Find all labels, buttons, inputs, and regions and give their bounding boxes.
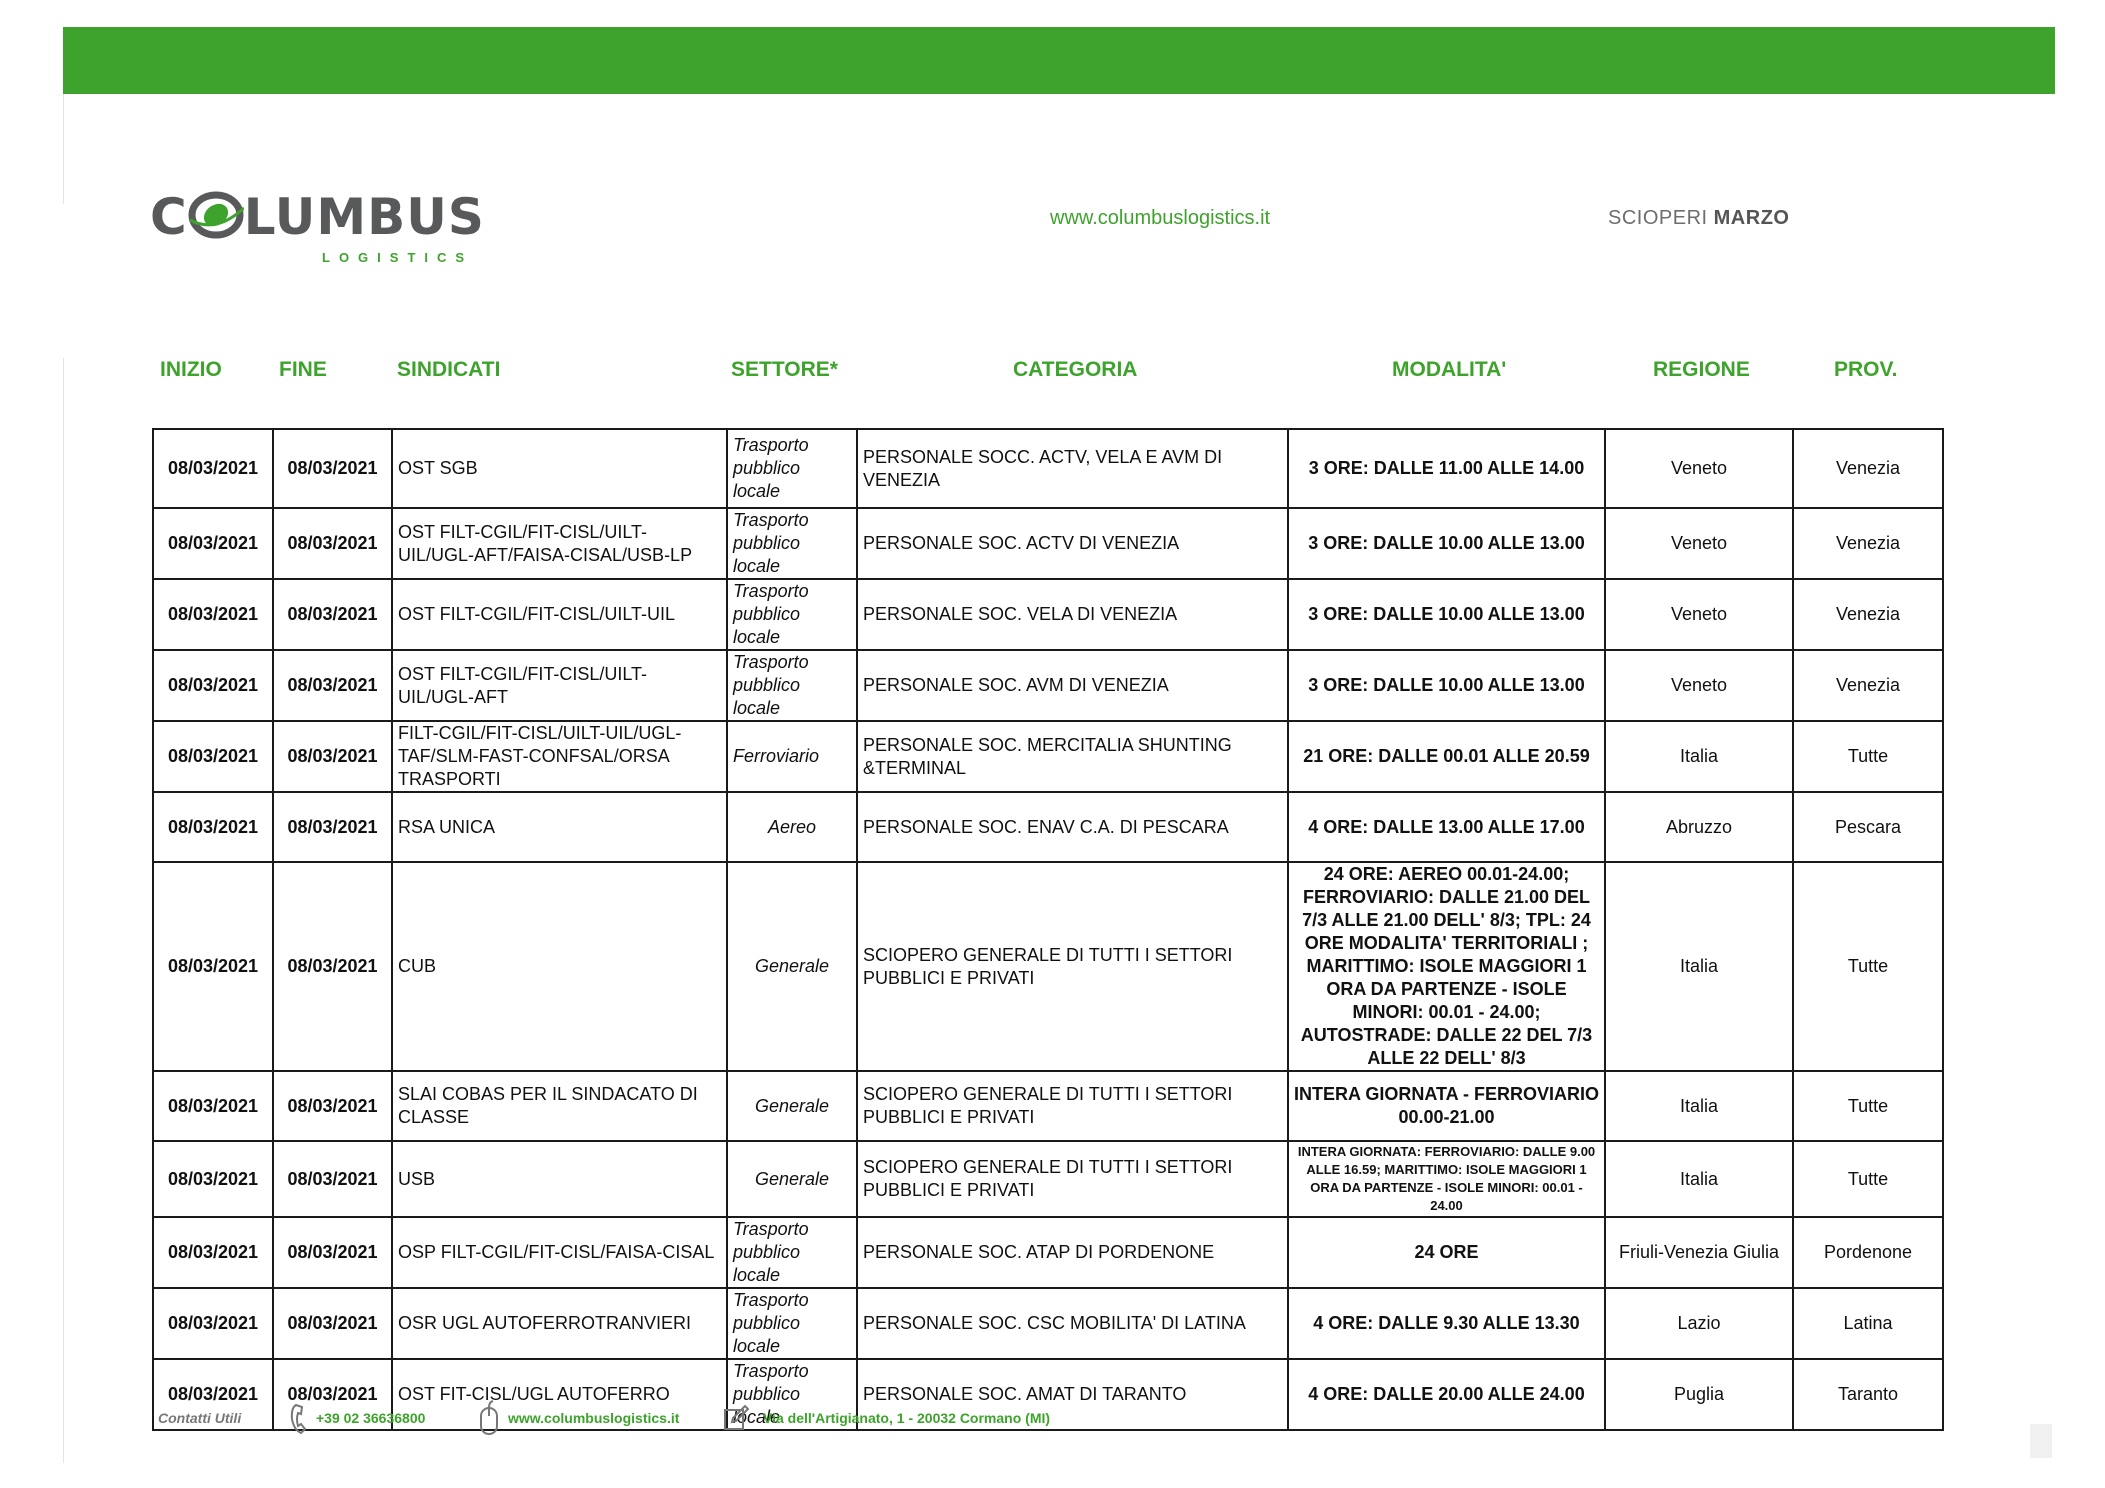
title-month: MARZO	[1713, 207, 1790, 229]
table-row	[153, 721, 1943, 792]
column-header-inizio: INIZIO	[160, 358, 222, 381]
cell-inizio: 08/03/2021	[153, 1288, 273, 1359]
cell-settore: Trasporto pubblico locale	[727, 1359, 857, 1430]
cell-fine: 08/03/2021	[273, 429, 392, 508]
cell-sindacati: OSR UGL AUTOFERROTRANVIERI	[392, 1288, 727, 1359]
table-row	[153, 650, 1943, 721]
left-edge-line-lower	[63, 358, 64, 1463]
cell-categoria: PERSONALE SOCC. ACTV, VELA E AVM DI VENEZIA	[857, 429, 1288, 508]
cell-settore: Generale	[727, 862, 857, 1071]
logo-wordmark: C LUMBUS	[150, 188, 485, 246]
cell-sindacati: USB	[392, 1141, 727, 1217]
cell-fine: 08/03/2021	[273, 1359, 392, 1430]
cell-fine: 08/03/2021	[273, 1288, 392, 1359]
cell-modalita: 24 ORE	[1288, 1217, 1605, 1288]
cell-fine: 08/03/2021	[273, 650, 392, 721]
cell-modalita: 21 ORE: DALLE 00.01 ALLE 20.59	[1288, 721, 1605, 792]
cell-inizio: 08/03/2021	[153, 508, 273, 579]
mouse-icon	[478, 1400, 500, 1436]
cell-regione: Italia	[1605, 862, 1793, 1071]
cell-inizio: 08/03/2021	[153, 650, 273, 721]
cell-categoria: PERSONALE SOC. VELA DI VENEZIA	[857, 579, 1288, 650]
cell-categoria: SCIOPERO GENERALE DI TUTTI I SETTORI PUBBLICI E PRIVATI	[857, 862, 1288, 1071]
cell-settore: Generale	[727, 1071, 857, 1141]
cell-categoria: PERSONALE SOC. AMAT DI TARANTO	[857, 1359, 1288, 1430]
cell-prov: Tutte	[1793, 1071, 1943, 1141]
cell-modalita: 4 ORE: DALLE 9.30 ALLE 13.30	[1288, 1288, 1605, 1359]
cell-fine: 08/03/2021	[273, 792, 392, 862]
cell-fine: 08/03/2021	[273, 862, 392, 1071]
cell-prov: Venezia	[1793, 650, 1943, 721]
footer-label: Contatti Utili	[158, 1410, 242, 1426]
cell-categoria: PERSONALE SOC. AVM DI VENEZIA	[857, 650, 1288, 721]
footer-phone[interactable]: +39 02 36636800	[316, 1410, 426, 1426]
cell-prov: Venezia	[1793, 508, 1943, 579]
left-edge-line	[63, 94, 64, 204]
cell-settore: Trasporto pubblico locale	[727, 1288, 857, 1359]
table-row	[153, 1217, 1943, 1288]
column-header-regione: REGIONE	[1653, 358, 1750, 381]
cell-fine: 08/03/2021	[273, 1071, 392, 1141]
cell-settore: Ferroviario	[727, 721, 857, 792]
strikes-table	[152, 428, 1944, 1431]
cell-fine: 08/03/2021	[273, 1141, 392, 1217]
cell-regione: Friuli-Venezia Giulia	[1605, 1217, 1793, 1288]
phone-icon	[290, 1402, 310, 1436]
table-row	[153, 862, 1943, 1071]
cell-inizio: 08/03/2021	[153, 862, 273, 1071]
cell-inizio: 08/03/2021	[153, 429, 273, 508]
cell-prov: Pescara	[1793, 792, 1943, 862]
footer-contacts	[158, 1398, 1158, 1442]
cell-prov: Venezia	[1793, 429, 1943, 508]
corner-mark	[2030, 1424, 2052, 1458]
table-row	[153, 1288, 1943, 1359]
cell-regione: Lazio	[1605, 1288, 1793, 1359]
cell-modalita: 4 ORE: DALLE 20.00 ALLE 24.00	[1288, 1359, 1605, 1430]
cell-settore: Trasporto pubblico locale	[727, 429, 857, 508]
edit-icon	[723, 1404, 749, 1432]
cell-settore: Trasporto pubblico locale	[727, 508, 857, 579]
table-row	[153, 1141, 1943, 1217]
cell-inizio: 08/03/2021	[153, 721, 273, 792]
cell-categoria: SCIOPERO GENERALE DI TUTTI I SETTORI PUBBLICI E PRIVATI	[857, 1071, 1288, 1141]
cell-prov: Tutte	[1793, 1141, 1943, 1217]
cell-fine: 08/03/2021	[273, 1217, 392, 1288]
cell-fine: 08/03/2021	[273, 508, 392, 579]
column-header-prov: PROV.	[1834, 358, 1898, 381]
table-row	[153, 508, 1943, 579]
logo-o-icon	[188, 190, 244, 240]
footer-address: Via dell'Artigianato, 1 - 20032 Cormano (MI)	[763, 1410, 1051, 1426]
cell-fine: 08/03/2021	[273, 579, 392, 650]
cell-inizio: 08/03/2021	[153, 1141, 273, 1217]
footer-website[interactable]: www.columbuslogistics.it	[508, 1410, 680, 1426]
cell-regione: Veneto	[1605, 579, 1793, 650]
column-header-modalita: MODALITA'	[1392, 358, 1507, 381]
cell-modalita: 3 ORE: DALLE 11.00 ALLE 14.00	[1288, 429, 1605, 508]
column-header-categoria: CATEGORIA	[1013, 358, 1138, 381]
cell-prov: Latina	[1793, 1288, 1943, 1359]
cell-sindacati: OST FIT-CISL/UGL AUTOFERRO	[392, 1359, 727, 1430]
table-row	[153, 579, 1943, 650]
cell-fine: 08/03/2021	[273, 721, 392, 792]
cell-prov: Pordenone	[1793, 1217, 1943, 1288]
cell-sindacati: OST FILT-CGIL/FIT-CISL/UILT-UIL/UGL-AFT/FAISA-CISAL/USB-LP	[392, 508, 727, 579]
cell-settore: Trasporto pubblico locale	[727, 579, 857, 650]
cell-prov: Tutte	[1793, 862, 1943, 1071]
column-header-sindacati: SINDICATI	[397, 358, 501, 381]
columbus-logo	[150, 188, 485, 270]
cell-settore: Trasporto pubblico locale	[727, 650, 857, 721]
cell-categoria: SCIOPERO GENERALE DI TUTTI I SETTORI PUBBLICI E PRIVATI	[857, 1141, 1288, 1217]
cell-sindacati: OST FILT-CGIL/FIT-CISL/UILT-UIL	[392, 579, 727, 650]
title-prefix: SCIOPERI	[1608, 207, 1708, 229]
column-header-fine: FINE	[279, 358, 327, 381]
cell-modalita: INTERA GIORNATA: FERROVIARIO: DALLE 9.00 ALLE 16.59; MARITTIMO: ISOLE MAGGIORI 1 ORA DA PARTENZE - ISOLE MINORI: 00.01 - 24.00	[1288, 1141, 1605, 1217]
table-row	[153, 792, 1943, 862]
cell-sindacati: RSA UNICA	[392, 792, 727, 862]
logo-tagline: LOGISTICS	[322, 250, 474, 265]
column-header-settore: SETTORE*	[731, 358, 838, 381]
cell-prov: Venezia	[1793, 579, 1943, 650]
cell-sindacati: CUB	[392, 862, 727, 1071]
cell-inizio: 08/03/2021	[153, 1359, 273, 1430]
cell-regione: Italia	[1605, 1071, 1793, 1141]
cell-regione: Veneto	[1605, 650, 1793, 721]
cell-sindacati: FILT-CGIL/FIT-CISL/UILT-UIL/UGL-TAF/SLM-FAST-CONFSAL/ORSA TRASPORTI	[392, 721, 727, 792]
cell-regione: Veneto	[1605, 429, 1793, 508]
cell-inizio: 08/03/2021	[153, 579, 273, 650]
cell-regione: Veneto	[1605, 508, 1793, 579]
cell-regione: Puglia	[1605, 1359, 1793, 1430]
cell-prov: Tutte	[1793, 721, 1943, 792]
cell-sindacati: OSP FILT-CGIL/FIT-CISL/FAISA-CISAL	[392, 1217, 727, 1288]
cell-settore: Trasporto pubblico locale	[727, 1217, 857, 1288]
cell-sindacati: OST FILT-CGIL/FIT-CISL/UILT-UIL/UGL-AFT	[392, 650, 727, 721]
header-website-link[interactable]: www.columbuslogistics.it	[1050, 207, 1271, 229]
cell-categoria: PERSONALE SOC. ACTV DI VENEZIA	[857, 508, 1288, 579]
cell-categoria: PERSONALE SOC. ATAP DI PORDENONE	[857, 1217, 1288, 1288]
cell-inizio: 08/03/2021	[153, 792, 273, 862]
cell-modalita: 3 ORE: DALLE 10.00 ALLE 13.00	[1288, 579, 1605, 650]
cell-modalita: 3 ORE: DALLE 10.00 ALLE 13.00	[1288, 508, 1605, 579]
cell-modalita: 24 ORE: AEREO 00.01-24.00; FERROVIARIO: DALLE 21.00 DEL 7/3 ALLE 21.00 DELL' 8/3; TPL: 24 ORE MODALITA' TERRITORIALI ; MARITTIMO: ISOLE MAGGIORI 1 ORA DA PARTENZE - ISOLE MINORI: 00.01 - 24.00; AUTOSTRADE: DALLE 22 DEL 7/3 ALLE 22 DELL' 8/3	[1288, 862, 1605, 1071]
cell-regione: Abruzzo	[1605, 792, 1793, 862]
cell-settore: Generale	[727, 1141, 857, 1217]
table-row	[153, 429, 1943, 508]
cell-modalita: 3 ORE: DALLE 10.00 ALLE 13.00	[1288, 650, 1605, 721]
cell-inizio: 08/03/2021	[153, 1217, 273, 1288]
table-row	[153, 1071, 1943, 1141]
cell-categoria: PERSONALE SOC. ENAV C.A. DI PESCARA	[857, 792, 1288, 862]
table-header-row	[0, 358, 2105, 388]
cell-settore: Aereo	[727, 792, 857, 862]
cell-inizio: 08/03/2021	[153, 1071, 273, 1141]
cell-modalita: INTERA GIORNATA - FERROVIARIO 00.00-21.00	[1288, 1071, 1605, 1141]
cell-prov: Taranto	[1793, 1359, 1943, 1430]
cell-sindacati: OST SGB	[392, 429, 727, 508]
cell-regione: Italia	[1605, 721, 1793, 792]
top-green-bar	[63, 27, 2055, 94]
cell-regione: Italia	[1605, 1141, 1793, 1217]
cell-sindacati: SLAI COBAS PER IL SINDACATO DI CLASSE	[392, 1071, 727, 1141]
cell-categoria: PERSONALE SOC. MERCITALIA SHUNTING &TERMINAL	[857, 721, 1288, 792]
document-title	[1608, 207, 1789, 230]
cell-categoria: PERSONALE SOC. CSC MOBILITA' DI LATINA	[857, 1288, 1288, 1359]
cell-modalita: 4 ORE: DALLE 13.00 ALLE 17.00	[1288, 792, 1605, 862]
